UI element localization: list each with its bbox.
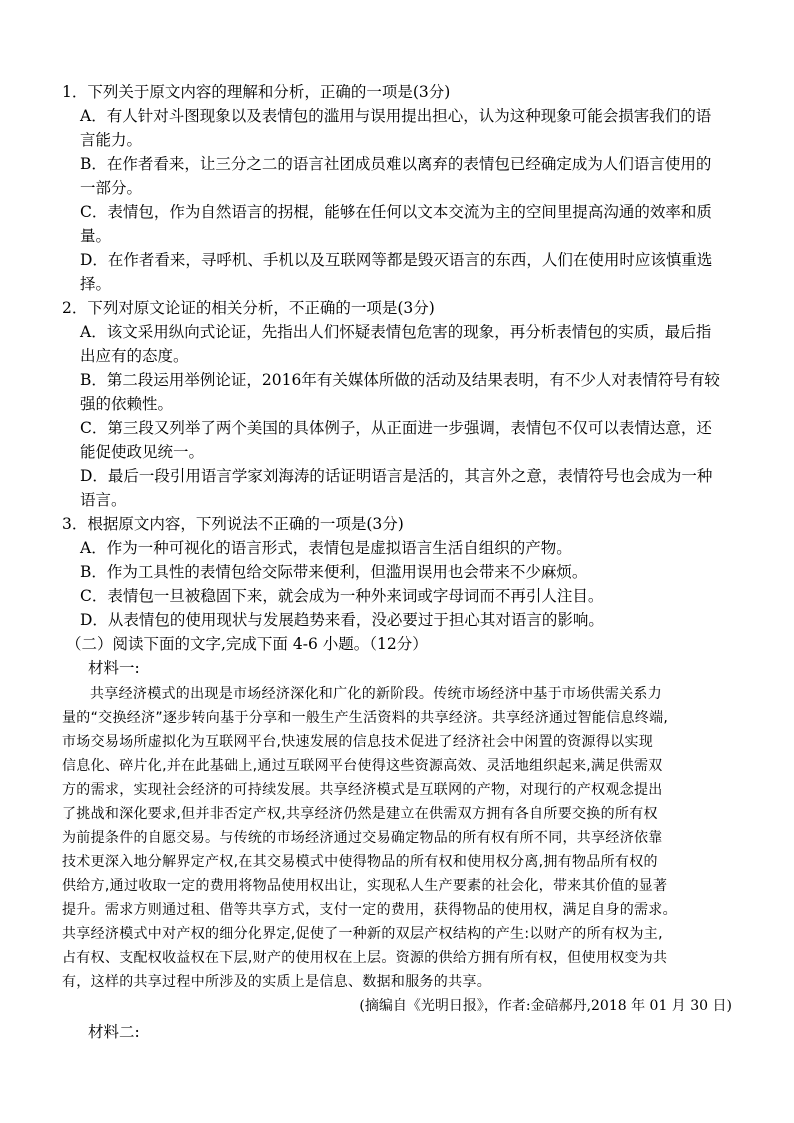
q3-option-a: A．作为一种可视化的语言形式，表情包是虚拟语言生活自组织的产物。 xyxy=(80,539,572,557)
material-1-line: 供给方,通过收取一定的费用将物品使用权出让，实现私人生产要素的社会化，带来其价值的显著 xyxy=(62,878,668,894)
q2-option-c-line1: C．第三段又列举了两个美国的具体例子，从正面进一步强调，表情包不仅可以表情达意，还 xyxy=(80,419,712,437)
question-2-stem: 2．下列对原文论证的相关分析，不正确的一项是(3分) xyxy=(62,299,435,317)
q2-option-d-line1: D．最后一段引用语言学家刘海涛的话证明语言是活的，其言外之意，表情符号也会成为一种 xyxy=(80,467,713,485)
material-1-line: 了挑战和深化要求,但并非否定产权,共享经济仍然是建立在供需双方拥有各自所要交换的所有权 xyxy=(62,806,658,822)
material-1-label: 材料一: xyxy=(88,659,140,677)
material-1-line: 共享经济模式中对产权的细分化界定,促使了一种新的双层产权结构的产生:以财产的所有权为主, xyxy=(62,926,663,942)
q1-option-a-line2: 言能力。 xyxy=(80,131,143,149)
question-3-stem: 3．根据原文内容，下列说法不正确的一项是(3分) xyxy=(62,515,404,533)
material-1-line: 方的需求，实现社会经济的可持续发展。共享经济模式是互联网的产物，对现行的产权观念提出 xyxy=(62,782,663,798)
q3-option-b: B．作为工具性的表情包给交际带来便利，但滥用误用也会带来不少麻烦。 xyxy=(80,563,588,581)
q1-option-d-line2: 择。 xyxy=(80,275,112,293)
q2-option-b-line1: B．第二段运用举例论证，2016年有关媒体所做的活动及结果表明，有不少人对表情符号有较 xyxy=(80,371,720,389)
material-1-line: 量的“交换经济”逐步转向基于分享和一般生产生活资料的共享经济。共享经济通过智能信息终端, xyxy=(62,710,669,726)
material-1-line: 有，这样的共享过程中所涉及的实质上是信息、数据和服务的共享。 xyxy=(62,974,491,990)
material-1-source: (摘编自《光明日报》，作者:金碚郝丹,2018 年 01 月 30 日) xyxy=(359,998,732,1014)
q3-option-c: C．表情包一旦被稳固下来，就会成为一种外来词或字母词而不再引人注目。 xyxy=(80,587,604,605)
material-1-line: 为前提条件的自愿交易。与传统的市场经济通过交易确定物品的所有权有所不同，共享经济依靠 xyxy=(62,830,663,846)
material-1-line: 市场交易场所虚拟化为互联网平台,快速发展的信息技术促进了经济社会中闲置的资源得以实现 xyxy=(62,734,654,750)
q1-option-c-line1: C．表情包，作为自然语言的拐棍，能够在任何以文本交流为主的空间里提高沟通的效率和质 xyxy=(80,203,712,221)
q2-option-a-line2: 出应有的态度。 xyxy=(80,347,189,365)
material-2-label: 材料二: xyxy=(88,1023,140,1041)
q2-option-d-line2: 语言。 xyxy=(80,491,127,509)
section-heading: （二）阅读下面的文字,完成下面 4-6 小题。（12分） xyxy=(66,635,428,653)
q1-option-d-line1: D．在作者看来，寻呼机、手机以及互联网等都是毁灭语言的东西，人们在使用时应该慎重选 xyxy=(80,251,713,269)
material-1-line: 共享经济模式的出现是市场经济深化和广化的新阶段。传统市场经济中基于市场供需关系力 xyxy=(90,686,662,702)
q3-option-d: D．从表情包的使用现状与发展趋势来看，没必要过于担心其对语言的影响。 xyxy=(80,611,604,629)
q1-option-a-line1: A．有人针对斗图现象以及表情包的滥用与误用提出担心，认为这种现象可能会损害我们的语 xyxy=(80,107,712,125)
q2-option-c-line2: 能促使政见统一。 xyxy=(80,443,205,461)
material-1-line: 技术更深入地分解界定产权,在其交易模式中使得物品的所有权和使用权分离,拥有物品所有权的 xyxy=(62,854,658,870)
q2-option-a-line1: A．该文采用纵向式论证，先指出人们怀疑表情包危害的现象，再分析表情包的实质，最后指 xyxy=(80,323,712,341)
q2-option-b-line2: 强的依赖性。 xyxy=(80,395,174,413)
material-1-line: 信息化、碎片化,并在此基础上,通过互联网平台使得这些资源高效、灵活地组织起来,满足供需双 xyxy=(62,758,663,774)
material-1-line: 提升。需求方则通过租、借等共享方式，支付一定的费用，获得物品的使用权，满足自身的需求。 xyxy=(62,902,677,918)
q1-option-b-line2: 一部分。 xyxy=(80,179,143,197)
q1-option-c-line2: 量。 xyxy=(80,227,112,245)
question-1-stem: 1．下列关于原文内容的理解和分析，正确的一项是(3分) xyxy=(62,83,451,101)
q1-option-b-line1: B．在作者看来，让三分之二的语言社团成员难以离弃的表情包已经确定成为人们语言使用的 xyxy=(80,155,712,173)
material-1-line: 占有权、支配权收益权在下层,财产的使用权在上层。资源的供给方拥有所有权，但使用权变为共 xyxy=(62,950,668,966)
